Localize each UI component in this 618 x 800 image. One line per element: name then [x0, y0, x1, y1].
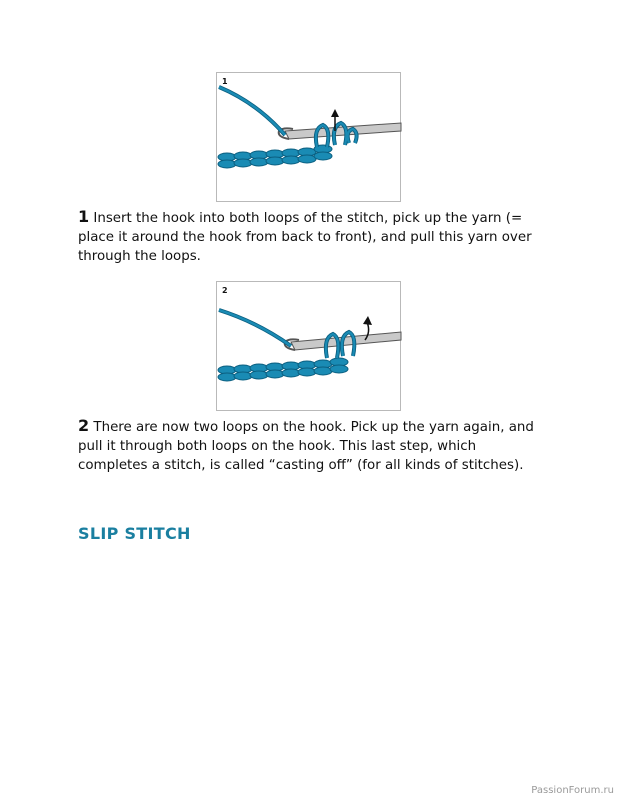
- step-2-text: [78, 416, 548, 475]
- figure-number: 2: [222, 286, 228, 295]
- working-yarn: [219, 87, 285, 135]
- watermark: PassionForum.ru: [531, 785, 614, 796]
- step-description: There are now two loops on the hook. Pick up the yarn again, and pull it through both loops on the hook. This last step, which completes a stitch, is called “casting off” (for all kinds of stitches).: [78, 420, 534, 473]
- step-description: Insert the hook into both loops of the stitch, pick up the yarn (= place it around the hook from back to front), and pull this yarn over through the loops.: [78, 211, 532, 264]
- crochet-illustration-1: [217, 73, 402, 203]
- working-yarn: [219, 310, 291, 346]
- chain-stitches: [218, 358, 348, 381]
- section-heading: SLIP STITCH: [78, 524, 191, 543]
- step-number: 2: [78, 416, 90, 435]
- figure-2: [216, 281, 401, 411]
- step-number: 1: [78, 207, 90, 226]
- crochet-illustration-2: [217, 282, 402, 412]
- figure-1: [216, 72, 401, 202]
- figure-number: 1: [222, 77, 228, 86]
- step-1-text: [78, 207, 548, 266]
- chain-stitches: [218, 145, 332, 168]
